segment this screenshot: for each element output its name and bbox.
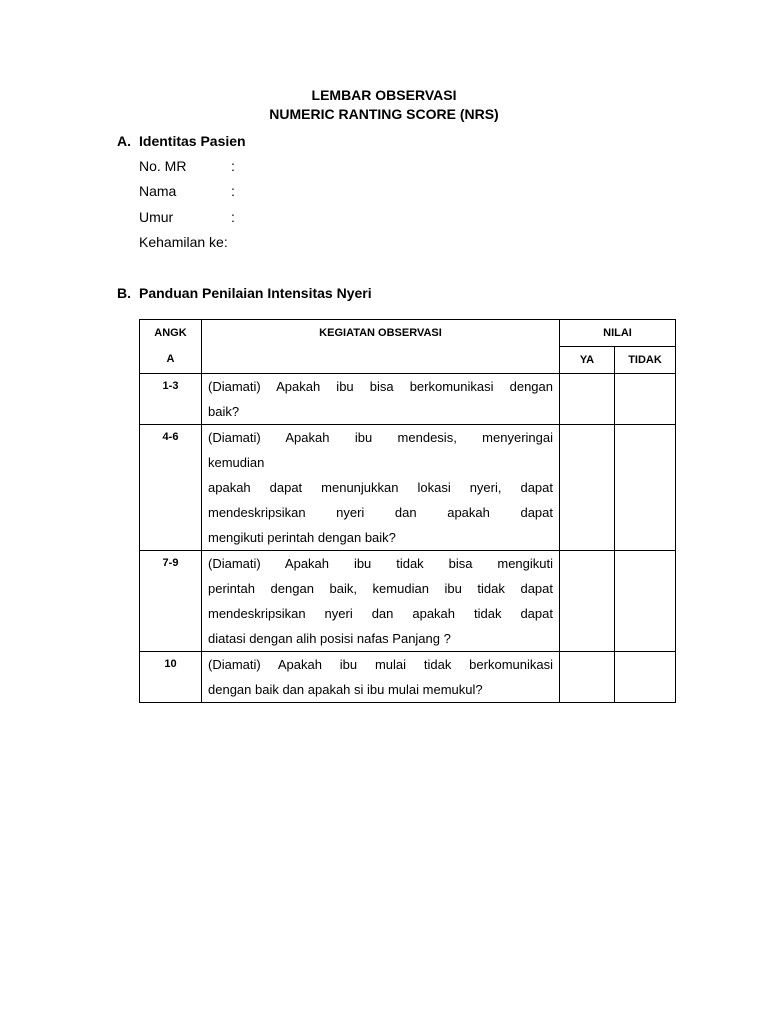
field-kehamilan	[139, 234, 228, 250]
kegiatan-line: kemudian	[208, 455, 265, 470]
header-angka-line2: A	[166, 353, 175, 365]
field-label: No. MR	[139, 158, 187, 174]
kegiatan-line: (Diamati) Apakah ibu tidak bisa mengikuti	[208, 556, 553, 571]
field-label: Nama	[139, 183, 177, 199]
section-a-heading	[117, 133, 246, 149]
kegiatan-line: perintah dengan baik, kemudian ibu tidak dapat	[208, 581, 553, 596]
kegiatan-line: apakah dapat menunjukkan lokasi nyeri, dapat	[208, 480, 553, 495]
kegiatan-line: (Diamati) Apakah ibu mendesis, menyeringai	[208, 430, 553, 445]
section-b-heading	[117, 285, 372, 301]
section-a-number: A.	[117, 133, 131, 149]
kegiatan-line: (Diamati) Apakah ibu mulai tidak berkomunikasi	[208, 657, 553, 672]
header-angka	[140, 320, 202, 374]
document-title: LEMBAR OBSERVASI	[311, 87, 457, 103]
table-row	[140, 425, 676, 551]
row-angka: 4-6	[140, 425, 202, 551]
header-ya: YA	[560, 347, 615, 374]
header-nilai: NILAI	[560, 320, 676, 347]
row-ya-cell[interactable]	[560, 425, 615, 551]
row-tidak-cell[interactable]	[615, 652, 676, 703]
field-umur	[139, 209, 235, 225]
row-tidak-cell[interactable]	[615, 551, 676, 652]
table-row	[140, 374, 676, 425]
field-separator: :	[231, 158, 235, 174]
row-tidak-cell[interactable]	[615, 374, 676, 425]
observation-table	[139, 319, 676, 703]
row-ya-cell[interactable]	[560, 652, 615, 703]
row-kegiatan	[202, 374, 560, 425]
row-kegiatan	[202, 425, 560, 551]
row-ya-cell[interactable]	[560, 374, 615, 425]
row-angka: 1-3	[140, 374, 202, 425]
field-label: Kehamilan ke:	[139, 234, 228, 250]
kegiatan-line: diatasi dengan alih posisi nafas Panjang ?	[208, 631, 451, 646]
header-angka-line1: ANGK	[154, 327, 187, 339]
row-ya-cell[interactable]	[560, 551, 615, 652]
section-b-title: Panduan Penilaian Intensitas Nyeri	[139, 285, 372, 301]
section-a-title: Identitas Pasien	[139, 133, 246, 149]
kegiatan-line: (Diamati) Apakah ibu bisa berkomunikasi dengan	[208, 379, 553, 394]
row-angka: 10	[140, 652, 202, 703]
row-kegiatan	[202, 551, 560, 652]
field-nama	[139, 183, 235, 199]
header-kegiatan: KEGIATAN OBSERVASI	[202, 320, 560, 374]
kegiatan-line: mendeskripsikan nyeri dan apakah tidak dapat	[208, 606, 553, 621]
section-b-number: B.	[117, 285, 131, 301]
document-subtitle: NUMERIC RANTING SCORE (NRS)	[269, 106, 499, 122]
row-angka: 7-9	[140, 551, 202, 652]
field-label: Umur	[139, 209, 174, 225]
kegiatan-line: baik?	[208, 404, 240, 419]
kegiatan-line: mendeskripsikan nyeri dan apakah dapat	[208, 505, 553, 520]
kegiatan-line: dengan baik dan apakah si ibu mulai memukul?	[208, 682, 483, 697]
field-separator: :	[231, 183, 235, 199]
header-tidak: TIDAK	[615, 347, 676, 374]
field-no-mr	[139, 158, 235, 174]
field-separator: :	[231, 209, 235, 225]
row-tidak-cell[interactable]	[615, 425, 676, 551]
table-row	[140, 652, 676, 703]
table-row	[140, 551, 676, 652]
row-kegiatan	[202, 652, 560, 703]
table-header-row	[140, 320, 676, 347]
kegiatan-line: mengikuti perintah dengan baik?	[208, 530, 396, 545]
